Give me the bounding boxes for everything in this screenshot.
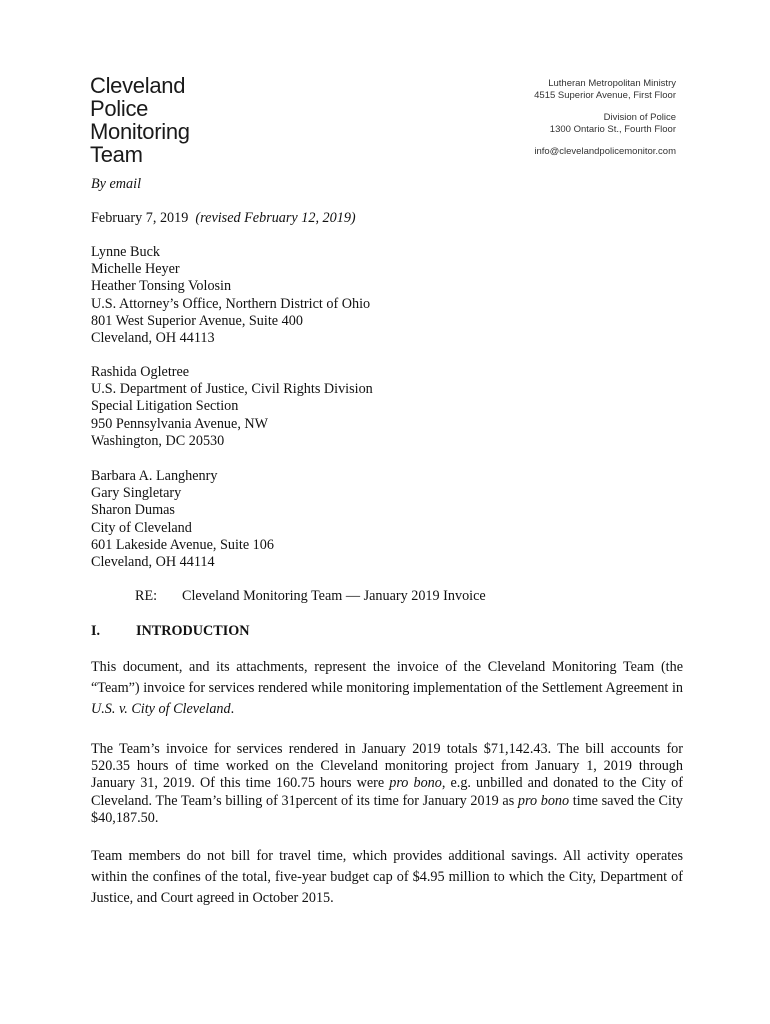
recipient-line: Rashida Ogletree <box>91 364 190 380</box>
logo-line: Cleveland <box>90 73 186 98</box>
pro-bono-term: pro bono <box>389 775 442 792</box>
subject-text: Cleveland Monitoring Team — January 2019 Invoice <box>182 588 486 604</box>
recipient-line: Washington, DC 20530 <box>91 432 225 449</box>
recipient-line: Special Litigation Section <box>91 398 239 415</box>
section-title: INTRODUCTION <box>136 623 250 639</box>
recipient-line: Cleveland, OH 44114 <box>91 554 215 571</box>
logo-line: Police <box>90 96 149 121</box>
header-address <box>534 78 676 158</box>
recipient-line: Michelle Heyer <box>91 261 180 278</box>
date-revised: (revised February 12, 2019) <box>195 210 356 226</box>
recipient-line: Sharon Dumas <box>91 502 175 519</box>
address-division-street: 1300 Ontario St., Fourth Floor <box>549 124 676 135</box>
recipient-line: Lynne Buck <box>91 244 160 260</box>
recipient-block-2 <box>91 364 681 450</box>
recipient-line: 801 West Superior Avenue, Suite 400 <box>91 312 303 329</box>
letter-date <box>91 210 681 227</box>
address-street: 4515 Superior Avenue, First Floor <box>534 90 676 101</box>
date-main: February 7, 2019 <box>91 210 189 226</box>
address-email[interactable]: info@clevelandpolicemonitor.com <box>534 146 676 157</box>
recipient-line: 950 Pennsylvania Avenue, NW <box>91 415 269 432</box>
recipient-line: Cleveland, OH 44113 <box>91 330 215 347</box>
organization-logo <box>90 74 190 166</box>
recipient-line: Barbara A. Langhenry <box>91 468 218 484</box>
case-name: U.S. v. City of Cleveland <box>91 701 231 717</box>
recipient-line: Gary Singletary <box>91 485 182 502</box>
recipient-line: 601 Lakeside Avenue, Suite 106 <box>91 536 274 553</box>
delivery-method: By email <box>91 176 142 192</box>
subject-label: RE: <box>135 588 158 604</box>
paragraph-budget: Team members do not bill for travel time, which provides additional savings. All activity operates within the confines of the total, five-year budget cap of $4.95 million to which the City, Department of Justice, and Court agreed in October 2015. <box>91 848 683 906</box>
address-org: Lutheran Metropolitan Ministry <box>548 78 676 89</box>
section-heading <box>91 623 250 640</box>
subject-line <box>135 588 486 605</box>
logo-line: Team <box>90 142 143 167</box>
section-number: I. <box>91 623 101 639</box>
pro-bono-term: pro bono <box>517 792 570 809</box>
recipient-line: U.S. Department of Justice, Civil Rights Division <box>91 381 373 398</box>
recipient-line: Heather Tonsing Volosin <box>91 278 232 295</box>
logo-line: Monitoring <box>90 119 190 144</box>
recipient-block-3 <box>91 468 681 571</box>
recipient-line: U.S. Attorney’s Office, Northern District of Ohio <box>91 295 371 312</box>
paragraph-invoice-summary: The Team’s invoice for services rendered in January 2019 totals $71,142.43. The bill accounts for 520.35 hours of time worked on the Cleveland monitoring project from January 1, 2019 through January 31, 2019. Of this time 160.75 hours were pro bono, e.g. unbilled and donated to the City of Cleveland. The Team’s billing of 31percent of its time for January 2019 as pro bono time saved the City $40,187.50. <box>91 741 683 826</box>
paragraph-intro: This document, and its attachments, represent the invoice of the Cleveland Monitoring Team (the “Team”) invoice for services rendered while monitoring implementation of the Settlement Agreement in U.S. v. City of Cleveland. <box>91 659 683 717</box>
address-division: Division of Police <box>603 112 676 123</box>
recipient-block-1 <box>91 244 681 347</box>
recipient-line: City of Cleveland <box>91 519 192 536</box>
